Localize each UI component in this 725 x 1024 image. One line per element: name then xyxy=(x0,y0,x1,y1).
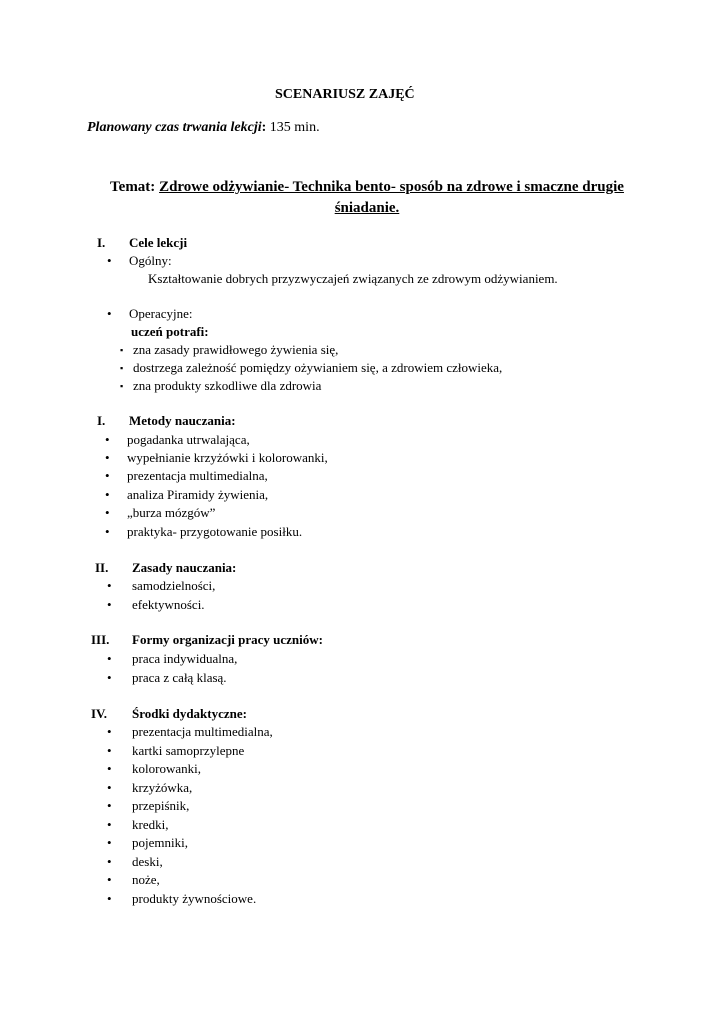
duration-value: 135 min. xyxy=(266,120,320,135)
bullet-dot: • xyxy=(107,780,112,795)
bullet-dot: • xyxy=(107,761,112,776)
aid-item: prezentacja multimedialna, xyxy=(132,724,273,739)
goals-numeral: I. xyxy=(97,235,106,250)
aid-item: krzyżówka, xyxy=(132,780,193,795)
form-item: praca z całą klasą. xyxy=(132,670,227,685)
duration-line xyxy=(87,120,320,136)
bullet-dot: • xyxy=(107,670,112,685)
form-item: praca indywidualna, xyxy=(132,651,238,666)
operational-label: Operacyjne: xyxy=(129,306,193,321)
aid-item: kolorowanki, xyxy=(132,761,201,776)
general-label: Ogólny: xyxy=(129,253,172,268)
bullet-dot: • xyxy=(105,524,110,539)
bullet-square: ▪ xyxy=(120,363,124,373)
aid-item: pojemniki, xyxy=(132,835,188,850)
bullet-square: ▪ xyxy=(120,381,124,391)
bullet-dot: • xyxy=(107,817,112,832)
forms-numeral: III. xyxy=(91,632,110,647)
topic-text: Zdrowe odżywianie- Technika bento- sposób na zdrowe i smaczne drugie śniadanie. xyxy=(159,179,624,216)
bullet-dot: • xyxy=(107,597,112,612)
bullet-dot: • xyxy=(107,872,112,887)
bullet-dot: • xyxy=(105,505,110,520)
aids-numeral: IV. xyxy=(91,706,108,721)
principle-item: samodzielności, xyxy=(132,578,216,593)
goal-item: zna produkty szkodliwe dla zdrowia xyxy=(133,378,322,393)
method-item: analiza Piramidy żywienia, xyxy=(127,487,269,502)
aid-item: noże, xyxy=(132,872,160,887)
bullet-dot: • xyxy=(107,306,112,321)
goal-item: zna zasady prawidłowego żywienia się, xyxy=(133,342,339,357)
bullet-square: ▪ xyxy=(120,345,124,355)
bullet-dot: • xyxy=(107,743,112,758)
topic xyxy=(87,177,647,219)
bullet-dot: • xyxy=(107,578,112,593)
method-item: pogadanka utrwalająca, xyxy=(127,432,250,447)
methods-numeral: I. xyxy=(97,413,106,428)
goal-item: dostrzega zależność pomiędzy ożywianiem się, a zdrowiem człowieka, xyxy=(133,360,503,375)
method-item: prezentacja multimedialna, xyxy=(127,468,268,483)
bullet-dot: • xyxy=(107,891,112,906)
bullet-dot: • xyxy=(107,253,112,268)
aid-item: przepiśnik, xyxy=(132,798,190,813)
aids-heading: Środki dydaktyczne: xyxy=(132,706,247,721)
topic-label: Temat: xyxy=(110,179,156,195)
general-text: Kształtowanie dobrych przyzwyczajeń związanych ze zdrowym odżywianiem. xyxy=(148,271,558,286)
duration-label: Planowany czas trwania lekcji xyxy=(87,120,262,135)
method-item: „burza mózgów” xyxy=(127,505,216,520)
bullet-dot: • xyxy=(105,450,110,465)
bullet-dot: • xyxy=(105,432,110,447)
goals-heading: Cele lekcji xyxy=(129,235,188,250)
methods-heading: Metody nauczania: xyxy=(129,413,236,428)
aid-item: kredki, xyxy=(132,817,169,832)
aid-item: produkty żywnościowe. xyxy=(132,891,257,906)
bullet-dot: • xyxy=(107,651,112,666)
bullet-dot: • xyxy=(107,798,112,813)
bullet-dot: • xyxy=(107,724,112,739)
principles-numeral: II. xyxy=(95,560,109,575)
duration-colon: : xyxy=(261,120,267,135)
aid-item: deski, xyxy=(132,854,163,869)
bullet-dot: • xyxy=(105,468,110,483)
bullet-dot: • xyxy=(105,487,110,502)
method-item: praktyka- przygotowanie posiłku. xyxy=(127,524,303,539)
principles-heading: Zasady nauczania: xyxy=(132,560,237,575)
method-item: wypełnianie krzyżówki i kolorowanki, xyxy=(127,450,328,465)
bullet-dot: • xyxy=(107,835,112,850)
principle-item: efektywności. xyxy=(132,597,205,612)
forms-heading: Formy organizacji pracy uczniów: xyxy=(132,632,323,647)
aid-item: kartki samoprzylepne xyxy=(132,743,245,758)
bullet-dot: • xyxy=(107,854,112,869)
student-can: uczeń potrafi: xyxy=(131,324,209,339)
page-title: SCENARIUSZ ZAJĘĆ xyxy=(275,87,415,102)
